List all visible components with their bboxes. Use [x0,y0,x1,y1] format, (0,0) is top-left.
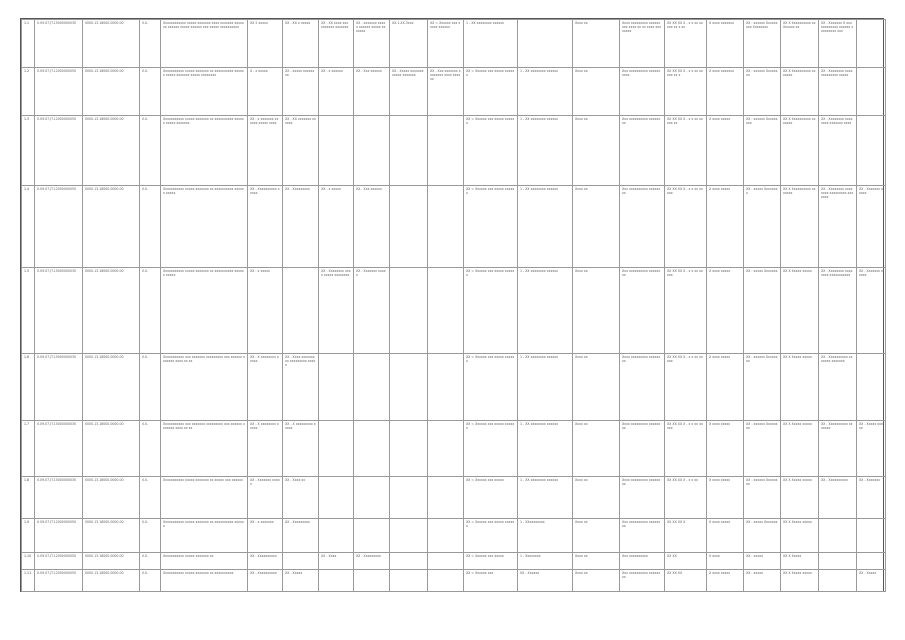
table-cell: 0.0- [140,570,161,592]
table-cell: XX - Xxxxxxx xxxxx [857,268,886,354]
table-cell: XX - Xxxxxxxxx [283,186,319,268]
table-cell: Xxxx xx [573,477,620,519]
table-cell [819,570,857,592]
table-cell [390,186,428,268]
table-cell: XX XX XX X - x x xx xxxxx [665,186,707,268]
table-cell: XX X Xxxxxxxxxx xx xxxxx [781,186,819,268]
table-cell [354,570,390,592]
table-cell: 0000.13.18000.0000.00 [83,553,140,570]
table-row [22,68,886,116]
table-cell: 0.09.07.JT.12000000050 [35,68,83,116]
table-cell: XX - Xxxxxxxx xxxx xxxxx xxxxxxxx [319,268,354,354]
table-cell: 0.0- [140,519,161,553]
table-cell: Xxx xxxxxxxxxx xxxxxxxx [620,519,665,553]
table-row [22,477,886,519]
table-cell: Xxxx xx [573,186,620,268]
table-cell: XX - XX xxxx xxx xxxxxxx xxxxxxx [319,20,354,68]
table-cell: XX - Xxxxxxxxxx [248,570,283,592]
table-cell: 1.10 [22,553,35,570]
table-cell: XX XX XX X - x x xx xxxxx [665,268,707,354]
table-cell: Xxxxxxxxxxx xxxxx xxxxxxx xx xxxxxxxxxx [161,570,248,592]
table-cell: Xxx xxxxxxxxxx xxxxxxxx [620,268,665,354]
table-cell: Xxxx xx [573,553,620,570]
table-cell: XX - x xxxxxxx xxxxxx xxxxx xxxx [248,116,283,186]
table-cell: 0000.13.18000.0000.00 [83,68,140,116]
table-cell: 0.09.07.JT.12000000050 [35,186,83,268]
table-cell: XX - Xxxxx [283,570,319,592]
table-cell: Xxxx xx [573,519,620,553]
table-row [22,268,886,354]
table-cell: XX XX [665,553,707,570]
table-cell: 1.1 [22,20,35,68]
table-cell: XX = Xxxxxx xxx xxxxx xxxxxx [464,116,518,186]
table-cell: XX XX XX X - x x xx [665,477,707,519]
table-cell: 1.6 [22,354,35,421]
table-cell: X xxxx xxxxxxx [707,20,744,68]
table-cell: XX - X xxxxxxxx xxxxx [248,421,283,477]
table-cell: XX X Xxxxxxxxxx xx xxxxx [781,116,819,186]
table-cell: 0000.13.18000.0000.00 [83,186,140,268]
table-cell: XX - Xxxxxxxxxx xxxxxxx xxxxxxx [819,354,857,421]
table-row [22,20,886,68]
table-cell: XX - Xxxxx xxxxxxx xxxxx xxxxxxx [390,68,428,116]
table-cell: 0.0- [140,477,161,519]
table-cell: Xxxxxxxxxxx xxxxx xxxxxxx xx xxxxxxxxxx xxxxxx xxxxx [161,186,248,268]
table-cell: XX XX XX X [665,519,707,553]
table-cell: 1 - XX xxxxxxxx xxxxxx [518,421,573,477]
table-cell: Xxxx xxxxxxxxx xxxxxxxx [620,354,665,421]
table-cell: 1.11 [22,570,35,592]
table-cell: 1.5 [22,268,35,354]
table-cell: 1.9 [22,519,35,553]
table-cell: 0.0- [140,268,161,354]
table-cell: Xxxxxxxxxxx xxxxx xxxxxxx xx xxxxxxxxxx xxxxxx xxxxx xxxxxxx xxxxx xxxxxxxx [161,68,248,116]
table-cell: XX - x xxxxx [319,186,354,268]
table-cell [390,116,428,186]
table-cell: Xxx xxxxxxxxxx xxxxxxxxxx [620,68,665,116]
table-cell: XX - xxxxx Xxxxxxx [744,268,781,354]
table-cell: Xxx xxxxxxxxxx xxxxxxxx [620,186,665,268]
table-cell: Xxxx xx [573,570,620,592]
table-cell: XX XX XX X - x x xx xxxxx xx [665,116,707,186]
table-row [22,553,886,570]
table-cell: XX - X xxxxxxxx xxxxx [248,354,283,421]
table-cell [390,421,428,477]
table-cell: XX X Xxxxx [781,553,819,570]
table-cell: XX = Xxxxxx xxx xxxxx [464,553,518,570]
table-cell: XX - xxxxxxx xxxxx xxxxxx xxxxx xxxxxxx [354,20,390,68]
table-cell [390,354,428,421]
table-cell [319,116,354,186]
table-cell [428,421,464,477]
table-cell: XX = Xxxxxx xxx [464,570,518,592]
table-cell [428,553,464,570]
table-cell: XX - Xxxxxxxx xxxxxxxx xxxxxxx xxxx [819,116,857,186]
table-cell [319,421,354,477]
table-cell: XX X Xxxxx xxxxx [781,354,819,421]
table-cell: XX - Xxx xxxxxxx xxxxxxxx xxxx xxxxxx [428,68,464,116]
table-cell: Xxxx xxxxxxxxx xxxxxxxxx xxxx xx xx xxxx xxxxxxxx [620,20,665,68]
table-cell: Xxxx xx [573,421,620,477]
table-cell: 1 - XX xxxxxxxx xxxxxx [518,116,573,186]
table-cell [857,116,886,186]
table-cell: XX - XX x xxxxx [283,20,319,68]
table-cell: 1 - XX xxxxxxxx xxxxxx [464,20,518,68]
table-cell: XX - Xxxxxxxxx [354,553,390,570]
table-cell [428,519,464,553]
table-cell: 0.09.07.JT.12000000050 [35,553,83,570]
table-cell: XX X Xxxxx xxxxx [781,519,819,553]
table-cell: XX X Xxxxx xxxxx [781,268,819,354]
table-cell [857,553,886,570]
table-cell [857,354,886,421]
table-cell [428,570,464,592]
table-cell [319,477,354,519]
table-cell [518,20,573,68]
table-cell: XX - xxxxx [744,553,781,570]
table-cell: Xxxxxxxxxxx xxxxx xxxxxxx xx xxxxxxxxxx xxxxxx [161,519,248,553]
table-cell: XX = Xxxxxx xxx xxxxx xxxxxx [428,20,464,68]
table-cell: 1 - XX xxxxxxxx xxxxxx [518,68,573,116]
table-cell: XX - xxxxxx Xxxxxxxx [744,354,781,421]
table-cell [354,477,390,519]
table-cell: 0.09.07.JT.12000000050 [35,116,83,186]
table-cell: X - x xxxxx [248,68,283,116]
table-cell: XX X Xxxxxxxxxx xx Xxxxxx xx [781,20,819,68]
table-cell [857,20,886,68]
table-row [22,570,886,592]
table-cell: XX = Xxxxxx xxx xxxxx [464,477,518,519]
table-cell: XX - Xxxxxxxxxx xxxxx [248,186,283,268]
table-cell: Xxxx xxxxxxxxx xxxxxxxx [620,477,665,519]
table-cell [390,519,428,553]
table-row [22,519,886,553]
table-cell: XX - Xxxx [319,553,354,570]
table-cell: X xxxx xxxxx [707,116,744,186]
table-cell: XX - x xxxxxxx [248,519,283,553]
table-cell: Xxxx xx [573,354,620,421]
table-cell: Xxxxxxxxxxx xxx xxxxxxx xxxxxxxxx xxx xxxxxx xxxxxxx xxxx xx xx [161,421,248,477]
table-cell: 0000.13.18000.0000.00 [83,268,140,354]
table-cell: Xxxxxxxxxxx xxxxx xxxxxxx xx xxxxxxxxxx xxxxxx xxxxx xxxxxxx [161,116,248,186]
table-cell: Xxxxxxxxxxxx xxxxx xxxxxxx xxxx xxxxxxx xxxxxxx xxxxxx xxxxx xxxxxx xxx xxxxx xxxxxxxxxx [161,20,248,68]
table-cell: X xxxx xxxxx [707,477,744,519]
table-cell [428,268,464,354]
table-cell: Xxxx xx [573,116,620,186]
table-cell: XX - XX xxxxxxx xxxxxx [283,116,319,186]
table-cell [428,354,464,421]
table-cell: XX - Xxxxxxxxx [283,519,319,553]
table-cell: 1.4 [22,186,35,268]
table-cell: 1.3 [22,116,35,186]
table-cell: Xxxxxxxxxxx xxxxx xxxxxxx xx [161,553,248,570]
table-cell [428,186,464,268]
table-cell: XX - Xxxxxxx xxxxx [857,186,886,268]
table-cell [390,570,428,592]
table-cell [390,268,428,354]
table-cell: XX = Xxxxxx xxx xxxxx xxxxxx [464,421,518,477]
table-cell: XX - Xxxx xxxxxxxxx xxxxxxxxx xxxxx [283,354,319,421]
table-cell: XX - Xxxxxxx [857,477,886,519]
table-cell: 0.09.07.JT.15000000030 [35,421,83,477]
table-cell [283,268,319,354]
table-cell: X xxxx xxxxx [707,421,744,477]
table-cell: XX - Xxxxxxx X xxx xxxxxxxxx xxxxxx xxxxxxxxx xxx [819,20,857,68]
table-cell: XX X Xxxxxxxxxx xx xxxxx [781,68,819,116]
table-cell: 0.09.07.JT.15000000030 [35,477,83,519]
table-cell: XX = Xxxxxx xxx xxxxx xxxxxx [464,519,518,553]
table-cell: 0.0- [140,186,161,268]
table-cell: XX - Xxx xxxxxx [354,68,390,116]
table-cell: 0000.13.18000.0000.00 [83,116,140,186]
table-cell: X xxxx xxxxx [707,268,744,354]
data-sheet [20,18,884,592]
table-cell: XX - xxxxxx Xxxxxxxxx [744,116,781,186]
table-cell: XX - xxxxxx Xxxxxxxxx Xxxxxxxx [744,20,781,68]
table-body [22,20,886,592]
table-cell [819,553,857,570]
table-cell: 0000.13.18000.0000.00 [83,570,140,592]
table-cell: Xxxxxxxxxxx xxx xxxxxxx xxxxxxxxx xxx xxxxxx xxxxxxx xxxx xx xx [161,354,248,421]
table-cell: XX - xxxxxx Xxxxxxxx [744,68,781,116]
table-cell: 0.09.07.JT.15000000030 [35,20,83,68]
table-cell: XX = Xxxxxx xxx xxxxx xxxxxx [464,354,518,421]
table-cell: 0.09.07.JT.12000000050 [35,570,83,592]
table-cell: XX X Xxxxx xxxxx [781,570,819,592]
table-cell: 0000.13.18000.0000.00 [83,354,140,421]
table-row [22,421,886,477]
table-cell: X xxxx xxxxx [707,354,744,421]
table-cell: XX - xxxxx [744,570,781,592]
table-cell: 0.0- [140,354,161,421]
table-cell [354,421,390,477]
table-cell: X xxxx xxxxxxx [707,68,744,116]
table-row [22,186,886,268]
table-cell: 0.0- [140,68,161,116]
table-cell [428,477,464,519]
table-cell: 0.0- [140,20,161,68]
table-cell [428,116,464,186]
table-cell: 1 - Xxxxxxxx [518,553,573,570]
table-cell: XX 2 xxxxx [248,20,283,68]
table-cell [319,570,354,592]
table-cell: Xxxx xx [573,20,620,68]
table-cell: XX - x xxxxxx [319,68,354,116]
table-cell: XX X Xxxxx xxxxx [781,421,819,477]
table-cell: XX.1-XX.3xxx [390,20,428,68]
table-cell: Xxxxxxxxxxx xxxxx xxxxxxx xx xxxxxxxxxx xxxxxx xxxxx [161,268,248,354]
table-cell: Xxxx xx [573,68,620,116]
table-cell [819,519,857,553]
table-cell: XX - Xxxxxxxxxx [248,553,283,570]
table-cell: XX XX XX [665,570,707,592]
table-cell: XX - xxxxx xxxxxxxx [283,68,319,116]
table-cell: 0.09.07.JT.15000000030 [35,354,83,421]
table-cell: XX - Xxx xxxxxx [354,186,390,268]
table-cell [283,553,319,570]
table-cell: XX - Xxxx xx [283,477,319,519]
table-cell: XX - xxxxx Xxxxxxx [744,519,781,553]
table-cell: Xxxxxxxxxxx xxxxx xxxxxxx xx xxxxx xxx xxxxxx [161,477,248,519]
table-cell: 0.0- [140,116,161,186]
table-cell [319,519,354,553]
table-cell [390,553,428,570]
table-cell: XX XX XX X - x x xx xxxxx xx x xx [665,20,707,68]
table-cell: XX XX XX X - x x xx xxxxx [665,421,707,477]
table-cell: XX - Xxxxxxxxxx xxxxxxx [819,421,857,477]
table-cell: 0000.13.18000.0000.00 [83,421,140,477]
table-cell [354,519,390,553]
table-cell: XX - Xxxxxxxxxx [819,477,857,519]
table-cell: 1 - XX xxxxxxxx xxxxxx [518,477,573,519]
table-cell: Xxxx xx [573,268,620,354]
table-cell [354,354,390,421]
table-cell: XX XX XX X - x x xx xxxxx [665,354,707,421]
table-cell: XX - xxxxxx Xxxxxxxx [744,421,781,477]
table-cell: XX - xxxxxx Xxxxxxxx [744,477,781,519]
table-cell: XX - Xxxxx xxxxx [857,421,886,477]
table-cell: X xxxx [707,553,744,570]
table-row [22,116,886,186]
table-cell: XX = Xxxxxx xxx xxxxx xxxxxx [464,68,518,116]
table-cell [857,519,886,553]
table-cell: XX - Xxxxxxxx xxxxxxxx xxxxxxxxx xxxxxxx [819,186,857,268]
table-cell: Xxx xxxxxxxxxx xxxxxxxx [620,116,665,186]
table-cell: 1 - XX xxxxxxxx xxxxxx [518,354,573,421]
table-cell [319,354,354,421]
table-cell: XX - Xxxxxxx xxxxx [248,477,283,519]
table-cell: XX - Xxxxxxx xxxxx [354,268,390,354]
table-cell: X xxxx xxxxx [707,570,744,592]
table-cell: 0.09.07.JT.15000000030 [35,268,83,354]
table-cell: 0.0- [140,553,161,570]
table-cell: 1 - XX xxxxxxxx xxxxxx [518,268,573,354]
table-cell: XX = Xxxxxx xxx xxxxx xxxxxx [464,186,518,268]
table-cell: XX - Xxxxxx [518,570,573,592]
table-cell: 0.09.07.JT.12000000050 [35,519,83,553]
table-cell: XX - x xxxxx [248,268,283,354]
table-cell: 0.0- [140,421,161,477]
table-cell: 0000.13.18000.0000.00 [83,519,140,553]
table-cell: X xxxx xxxxx [707,519,744,553]
table-cell: XX - Xxxxxxxx xxxxxxxx xxxxxxxxxxx [819,268,857,354]
table-cell: 1 - XXxxxxxxxx [518,519,573,553]
table-cell: XX = Xxxxxx xxx xxxxx xxxxxx [464,268,518,354]
table-cell: XX - xxxxx Xxxxxxxx [744,186,781,268]
table-cell [390,477,428,519]
table-cell: XX X Xxxxx xxxxx [781,477,819,519]
table-cell [354,116,390,186]
table-cell: XX - X xxxxxxxxx xxxxx [283,421,319,477]
table-cell: 0000.13.18000.0000.00 [83,20,140,68]
table-cell: XX XX XX X - x x xx xxxxx xx x [665,68,707,116]
document-table [21,19,886,592]
table-cell: 1.2 [22,68,35,116]
table-cell: XX - Xxxxxxxx xxxx xxxxxxxxx xxxxx [819,68,857,116]
table-cell [857,68,886,116]
table-cell: Xxx xxxxxxxxxx xxxxxxxx [620,570,665,592]
table-cell: X xxxx xxxxx [707,186,744,268]
table-row [22,354,886,421]
table-cell: Xxxx xxxxxxxxx xxxxxxxx [620,421,665,477]
table-cell: 1 - XX xxxxxxxx xxxxxx [518,186,573,268]
table-cell: XX - Xxxxx [857,570,886,592]
table-cell: Xxx xxxxxxxxxx [620,553,665,570]
table-cell: 1.8 [22,477,35,519]
table-cell: 0000.13.18000.0000.00 [83,477,140,519]
table-cell: 1.7 [22,421,35,477]
